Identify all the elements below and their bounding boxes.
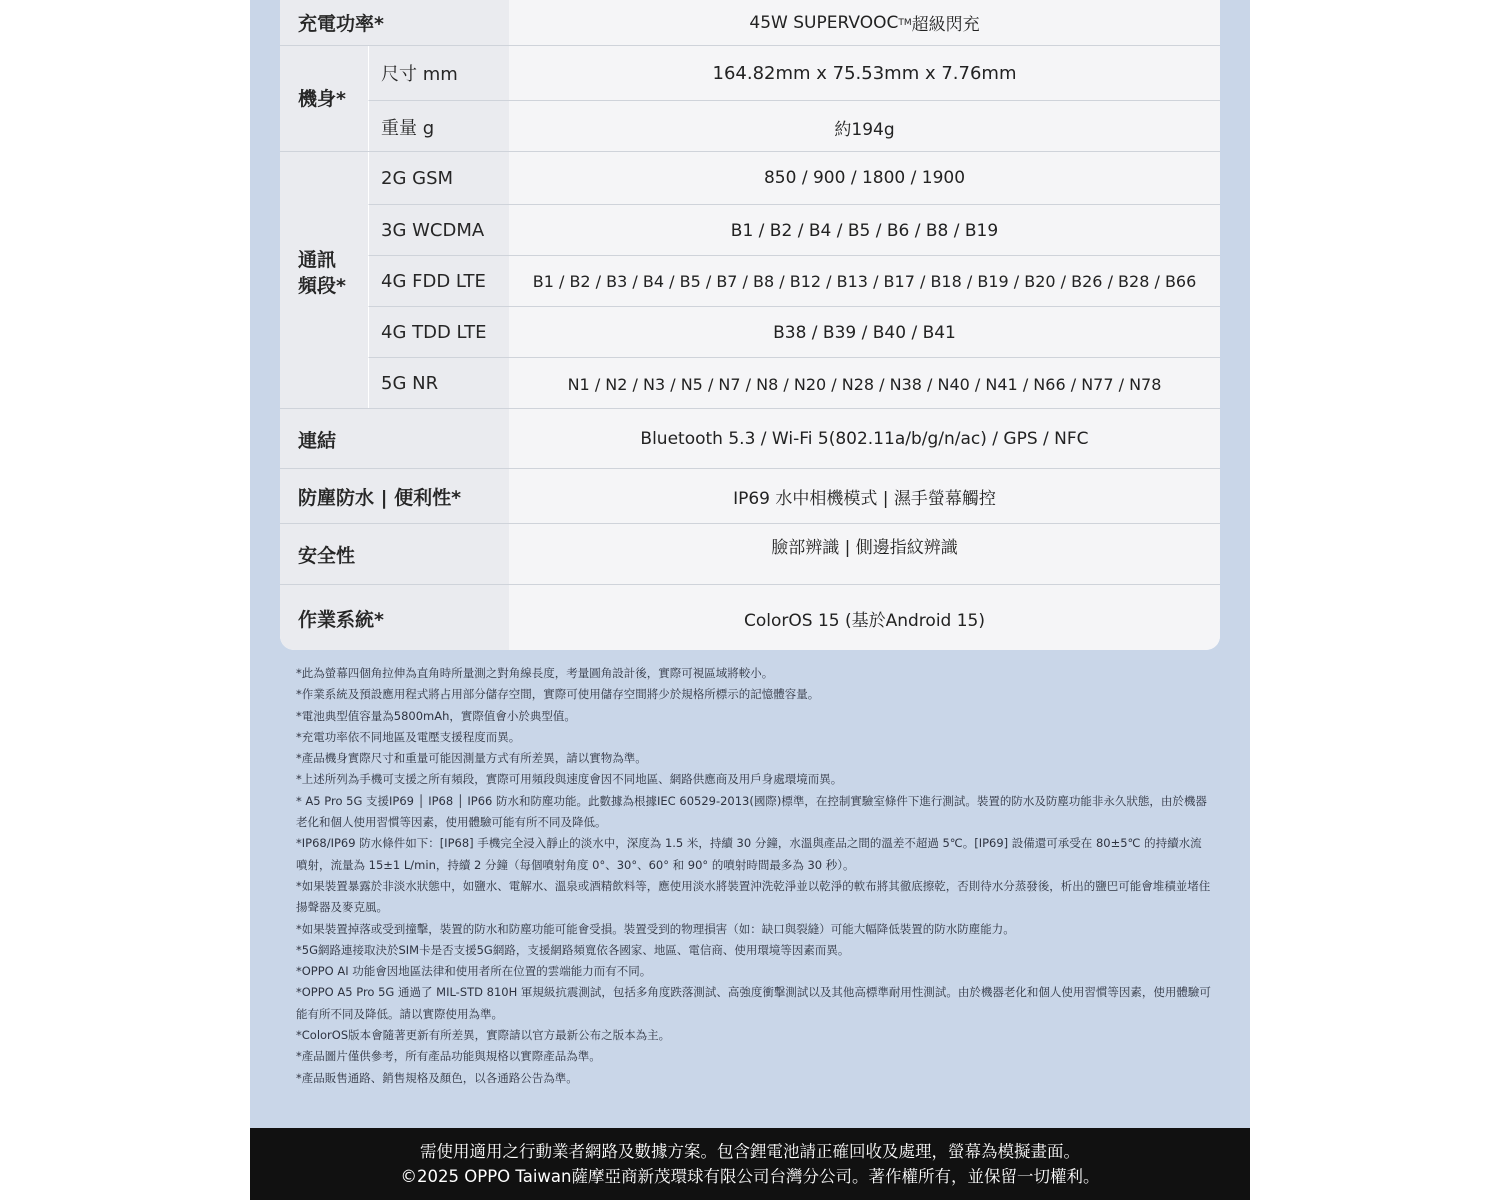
os-value: ColorOS 15 (基於Android 15) <box>509 585 1220 650</box>
footnote: *電池典型值容量為5800mAh，實際值會小於典型值。 <box>296 708 576 723</box>
band-3g-label: 3G WCDMA <box>368 204 509 255</box>
footnote: *產品販售通路、銷售規格及顏色，以各通路公告為準。 <box>296 1070 578 1085</box>
size-label: 尺寸 mm <box>368 46 509 100</box>
security-value: 臉部辨識 | 側邊指紋辨識 <box>509 524 1220 585</box>
spec-row-os <box>280 584 1220 650</box>
spec-row-security <box>280 523 1220 585</box>
charging-label: 充電功率* <box>280 0 509 45</box>
spec-group-bands <box>280 151 1220 409</box>
spec-row-waterproof <box>280 468 1220 524</box>
band-2g-value: 850 / 900 / 1800 / 1900 <box>509 152 1220 204</box>
band-4g-tdd-value: B38 / B39 / B40 / B41 <box>509 306 1220 358</box>
legal-footer <box>250 1128 1250 1200</box>
footer-copyright: ©2025 OPPO Taiwan薩摩亞商新茂環球有限公司台灣分公司。著作權所有，並保留一切權利。 <box>400 1167 1100 1186</box>
waterproof-label: 防塵防水 | 便利性* <box>280 469 509 524</box>
band-4g-tdd-label: 4G TDD LTE <box>368 306 509 357</box>
footnote: *產品圖片僅供參考，所有產品功能與規格以實際產品為準。 <box>296 1049 601 1064</box>
footnote: *如果裝置暴露於非淡水狀態中，如鹽水、電解水、溫泉或酒精飲料等，應使用淡水將裝置沖洗乾淨並以乾淨的軟布將其徹底擦乾，否則待水分蒸發後，析出的鹽巴可能會堆積並堵住揚聲器及麥克風。 <box>296 878 1211 915</box>
footnote: *作業系統及預設應用程式將占用部分儲存空間，實際可使用儲存空間將少於規格所標示的記憶體容量。 <box>296 687 820 702</box>
connectivity-label: 連結 <box>280 409 509 469</box>
waterproof-value: IP69 水中相機模式 | 濕手螢幕觸控 <box>509 469 1220 524</box>
band-5g-value: N1 / N2 / N3 / N5 / N7 / N8 / N20 / N28 / N38 / N40 / N41 / N66 / N77 / N78 <box>509 357 1220 410</box>
footnote: *充電功率依不同地區及電壓支援程度而異。 <box>296 729 521 744</box>
weight-value: 約194g <box>509 100 1220 153</box>
band-5g-label: 5G NR <box>368 357 509 409</box>
footnote: *如果裝置掉落或受到撞擊，裝置的防水和防塵功能可能會受損。裝置受到的物理損害（如：缺口與裂縫）可能大幅降低裝置的防水防塵能力。 <box>296 921 1015 936</box>
bands-label <box>280 152 368 409</box>
security-label: 安全性 <box>280 524 509 585</box>
bands-label-line2: 頻段* <box>298 275 346 297</box>
spec-group-body <box>280 45 1220 152</box>
footnote: *上述所列為手機可支援之所有頻段，實際可用頻段與速度會因不同地區、網路供應商及用戶身處環境而異。 <box>296 772 843 787</box>
os-label: 作業系統* <box>280 585 509 650</box>
footnote: *產品機身實際尺寸和重量可能因測量方式有所差異，請以實物為準。 <box>296 751 647 766</box>
trademark-mark: TM <box>898 17 912 28</box>
footnote: *OPPO A5 Pro 5G 通過了 MIL-STD 810H 軍規級抗震測試，包括多角度跌落測試、高強度衝擊測試以及其他高標準耐用性測試。由於機器老化和個人使用習慣等因素，使用體驗可能有所不同及降低。請以實際使用為準。 <box>296 985 1211 1021</box>
footnote: *此為螢幕四個角拉伸為直角時所量測之對角線長度，考量圓角設計後，實際可視區域將較小。 <box>296 666 774 680</box>
connectivity-value: Bluetooth 5.3 / Wi-Fi 5(802.11a/b/g/n/ac) / GPS / NFC <box>509 409 1220 469</box>
footnote: * A5 Pro 5G 支援IP69 │ IP68 │ IP66 防水和防塵功能。此數據為根據IEC 60529-2013(國際)標準，在控制實驗室條件下進行測試。裝置的防水及防塵功能非永久狀態，由於機器老化和個人使用習慣等因素，使用體驗可能有所不同及降低。 <box>296 793 1207 830</box>
charging-value-suffix: 超級閃充 <box>911 15 980 35</box>
footnote: *ColorOS版本會隨著更新有所差異，實際請以官方最新公布之版本為主。 <box>296 1028 671 1043</box>
footnotes <box>296 663 1211 1089</box>
footnote: *IP68/IP69 防水條件如下：[IP68] 手機完全浸入靜止的淡水中，深度為 1.5 米，持續 30 分鐘，水溫與產品之間的溫差不超過 5℃。[IP69] 設備還可承受在 80±5℃ 的持續水流噴射，流量為 15±1 L/min，持續 2 分鐘（每個噴射角度 0°、30°、60° 和 90° 的噴射時間最多為 30 秒）。 <box>296 836 1202 872</box>
band-4g-fdd-label: 4G FDD LTE <box>368 255 509 306</box>
band-4g-fdd-value: B1 / B2 / B3 / B4 / B5 / B7 / B8 / B12 / B13 / B17 / B18 / B19 / B20 / B26 / B28 / B66 <box>509 255 1220 307</box>
footnote: *OPPO AI 功能會因地區法律和使用者所在位置的雲端能力而有不同。 <box>296 964 652 979</box>
spec-row-charging <box>280 0 1220 45</box>
bands-label-line1: 通訊 <box>298 249 337 271</box>
band-2g-label: 2G GSM <box>368 152 509 204</box>
size-value: 164.82mm x 75.53mm x 7.76mm <box>509 46 1220 100</box>
footnote: *5G網路連接取決於SIM卡是否支援5G網路，支援網路頻寬依各國家、地區、電信商、使用環境等因素而異。 <box>296 942 850 957</box>
weight-label: 重量 g <box>368 100 509 152</box>
footer-disclaimer: 需使用適用之行動業者網路及數據方案。包含鋰電池請正確回收及處理，螢幕為模擬畫面。 <box>420 1142 1080 1161</box>
charging-value-main: 45W SUPERVOOC <box>749 12 899 33</box>
body-label: 機身* <box>280 46 368 152</box>
band-3g-value: B1 / B2 / B4 / B5 / B6 / B8 / B19 <box>509 204 1220 256</box>
spec-table <box>280 0 1220 650</box>
spec-row-connectivity <box>280 408 1220 469</box>
charging-value <box>509 0 1220 45</box>
